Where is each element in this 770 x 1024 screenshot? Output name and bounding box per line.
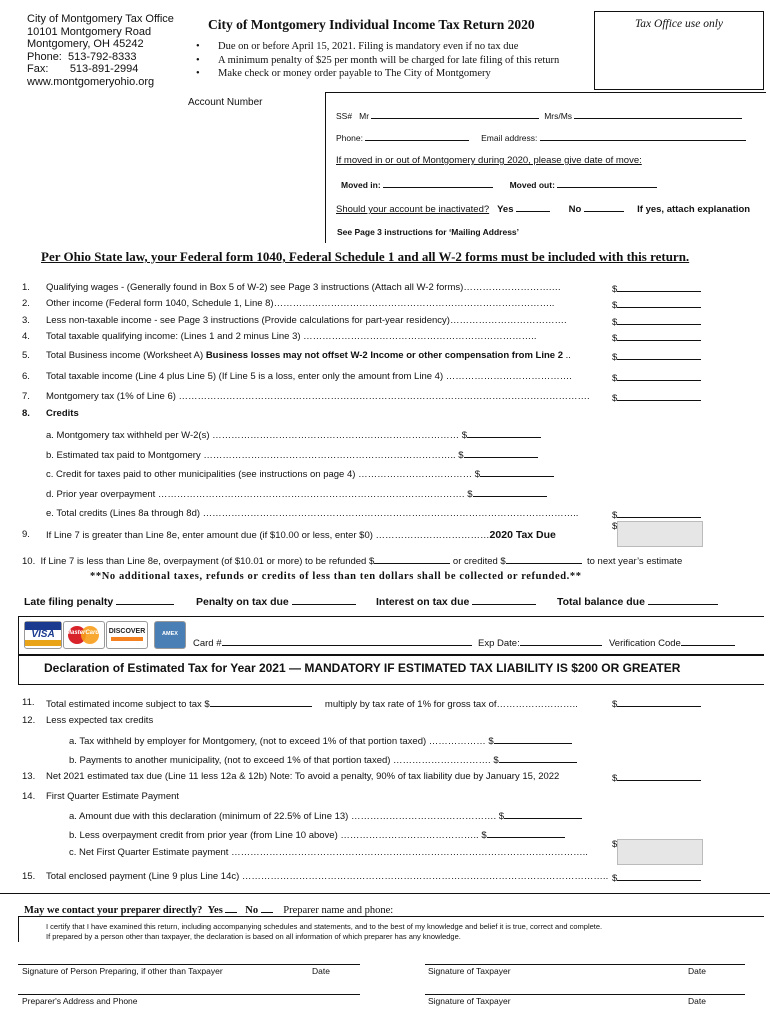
inactivate-yes-field[interactable] xyxy=(516,202,550,212)
refund-amount[interactable] xyxy=(374,554,450,564)
taxpayer-date-label-2: Date xyxy=(688,996,706,1006)
interest-field[interactable] xyxy=(472,595,536,605)
taxpayer-date-label: Date xyxy=(688,966,706,976)
line-11-amount[interactable] xyxy=(617,697,701,707)
declaration-title: Declaration of Estimated Tax for Year 2021 — MANDATORY IF ESTIMATED TAX LIABILITY IS $200 OR GREATER xyxy=(44,661,681,675)
mrs-name-field[interactable] xyxy=(574,109,742,119)
line-12a-amount[interactable] xyxy=(494,734,572,744)
office-use-box xyxy=(594,11,764,90)
bullet-item: • Make check or money order payable to The City of Montgomery xyxy=(218,67,559,81)
moved-row: Moved in: Moved out: xyxy=(341,178,657,190)
credit-8b: b. Estimated tax paid to Montgomery …………………………………………………………………….. $ xyxy=(46,448,538,461)
email-field[interactable] xyxy=(540,131,746,141)
office-city: Montgomery, OH 45242 xyxy=(27,38,144,50)
exp-date-row: Exp Date: xyxy=(478,636,602,649)
line-12b: b. Payments to another municipality, (not to exceed 1% of that portion taxed) …………………………. $ xyxy=(69,753,577,766)
office-street: 10101 Montgomery Road xyxy=(27,25,152,38)
line-14a: a. Amount due with this declaration (minimum of 22.5% of Line 13) ………………………………………. $ xyxy=(69,809,582,822)
office-address-block xyxy=(27,13,174,88)
certify-line-1: I certify that I have examined this return, including accompanying schedules and statements, and to the best of my knowledge and belief it is true, correct and complete. xyxy=(46,922,603,931)
total-balance-field[interactable] xyxy=(648,595,718,605)
credit-8c: c. Credit for taxes paid to other municipalities (see instructions on page 4) ……………………………… $ xyxy=(46,467,554,480)
preparer-date-label: Date xyxy=(312,966,330,976)
credit-8a: a. Montgomery tax withheld per W-2(s) …………………………………………………………………… $ xyxy=(46,428,541,441)
office-name: City of Montgomery Tax Office xyxy=(27,13,174,25)
taxpayer-signature-label-2: Signature of Taxpayer xyxy=(428,996,511,1006)
no-additional-note: **No additional taxes, refunds or credits of less than ten dollars shall be collected or refunded.** xyxy=(90,571,582,582)
preparer-no-field[interactable] xyxy=(261,903,273,913)
mr-name-field[interactable] xyxy=(371,109,539,119)
line-14c-amount[interactable] xyxy=(617,839,703,865)
office-phone: Phone: 513-792-8333 xyxy=(27,50,137,63)
total-balance-due: Total balance due xyxy=(557,595,718,608)
estimated-income-field[interactable] xyxy=(210,697,312,707)
discover-card-icon: DISCOVER xyxy=(106,621,148,649)
visa-card-icon: VISA xyxy=(24,621,62,649)
line-5-amount[interactable] xyxy=(617,350,701,360)
instruction-bullets xyxy=(218,40,559,81)
card-number-row: Card # xyxy=(193,636,472,649)
penalty-late-filing: Late filing penalty xyxy=(24,595,174,608)
taxpayer-signature-line[interactable] xyxy=(425,964,745,965)
line-12: 12. Less expected tax credits xyxy=(22,715,154,726)
line-1-amount[interactable] xyxy=(617,282,701,292)
credit-8c-amount[interactable] xyxy=(480,467,554,477)
credit-8a-amount[interactable] xyxy=(467,428,541,438)
credit-8d-amount[interactable] xyxy=(473,487,547,497)
penalty-tax-field[interactable] xyxy=(292,595,356,605)
line-13-amount[interactable] xyxy=(617,771,701,781)
bullet-item: • A minimum penalty of $25 per month will be charged for late filing of this return xyxy=(218,54,559,68)
line-14b: b. Less overpayment credit from prior year (from Line 10 above) …………………………………….. $ xyxy=(69,828,565,841)
preparer-contact-row: May we contact your preparer directly? Yes No Preparer name and phone: xyxy=(24,905,394,916)
late-filing-field[interactable] xyxy=(116,595,174,605)
inactivate-row: Should your account be inactivated? Yes No If yes, attach explanation xyxy=(336,204,751,215)
preparer-address-label: Preparer's Address and Phone xyxy=(22,996,138,1006)
bullet-item: • Due on or before April 15, 2021. Filing is mandatory even if no tax due xyxy=(218,40,559,54)
inactivate-no-field[interactable] xyxy=(584,202,624,212)
preparer-address-line[interactable] xyxy=(18,994,360,995)
ss-row: SS# Mr Mrs/Ms xyxy=(336,109,742,121)
line-14b-amount[interactable] xyxy=(487,828,565,838)
line-10: 10. If Line 7 is less than Line 8e, overpayment (of $10.01 or more) to be refunded $ or credited $ to next year’s estimate xyxy=(22,556,683,567)
tax-due-amount[interactable] xyxy=(617,521,703,547)
card-number-field[interactable] xyxy=(222,636,472,646)
line-12a: a. Tax withheld by employer for Montgomery, (not to exceed 1% of that portion taxed) ……………… $ xyxy=(69,734,572,747)
line-14: 14. First Quarter Estimate Payment xyxy=(22,791,180,802)
moved-in-field[interactable] xyxy=(383,178,493,188)
exp-date-field[interactable] xyxy=(520,636,602,646)
mastercard-icon: MasterCard xyxy=(63,621,105,649)
credits-heading: 8. Credits xyxy=(22,408,79,419)
contact-row: Phone: Email address: xyxy=(336,131,746,143)
line-7-amount[interactable] xyxy=(617,391,701,401)
line-15-amount[interactable] xyxy=(617,871,701,881)
taxpayer-signature-label: Signature of Taxpayer xyxy=(428,966,511,976)
verification-row: Verification Code xyxy=(609,636,735,649)
office-website: www.montgomeryohio.org xyxy=(27,75,155,88)
moved-out-field[interactable] xyxy=(557,178,657,188)
verification-field[interactable] xyxy=(681,636,735,646)
line-12b-amount[interactable] xyxy=(499,753,577,763)
mailing-note: See Page 3 instructions for ‘Mailing Address’ xyxy=(337,227,520,237)
line-3-amount[interactable] xyxy=(617,315,701,325)
account-number-label: Account Number xyxy=(188,97,263,108)
phone-field[interactable] xyxy=(365,131,469,141)
line-14a-amount[interactable] xyxy=(504,809,582,819)
form-title: City of Montgomery Individual Income Tax Return 2020 xyxy=(208,17,535,32)
line-2-amount[interactable] xyxy=(617,298,701,308)
office-fax: Fax: 513-891-2994 xyxy=(27,63,139,75)
penalty-tax-due: Penalty on tax due xyxy=(196,595,356,608)
line-4-amount[interactable] xyxy=(617,331,701,341)
amex-card-icon: AMEX xyxy=(154,621,186,649)
credited-amount[interactable] xyxy=(506,554,582,564)
office-use-label: Tax Office use only xyxy=(634,18,724,30)
credit-8e-amount[interactable] xyxy=(617,508,701,518)
divider xyxy=(0,893,770,894)
moved-question: If moved in or out of Montgomery during 2020, please give date of move: xyxy=(336,155,642,166)
credit-8d: d. Prior year overpayment ……………………………………………………………………………………. $ xyxy=(46,487,547,500)
certify-line-2: If prepared by a person other than taxpayer, the declaration is based on all information of which preparer has any knowledge. xyxy=(46,932,461,941)
preparer-signature-line[interactable] xyxy=(18,964,360,965)
law-notice: Per Ohio State law, your Federal form 1040, Federal Schedule 1 and all W-2 forms must be included with this return. xyxy=(41,249,690,264)
credit-8b-amount[interactable] xyxy=(464,448,538,458)
preparer-yes-field[interactable] xyxy=(225,903,237,913)
preparer-signature-label: Signature of Person Preparing, if other than Taxpayer xyxy=(22,966,223,976)
interest-tax-due: Interest on tax due xyxy=(376,595,536,608)
spouse-signature-line[interactable] xyxy=(425,994,745,995)
line-6-amount[interactable] xyxy=(617,371,701,381)
